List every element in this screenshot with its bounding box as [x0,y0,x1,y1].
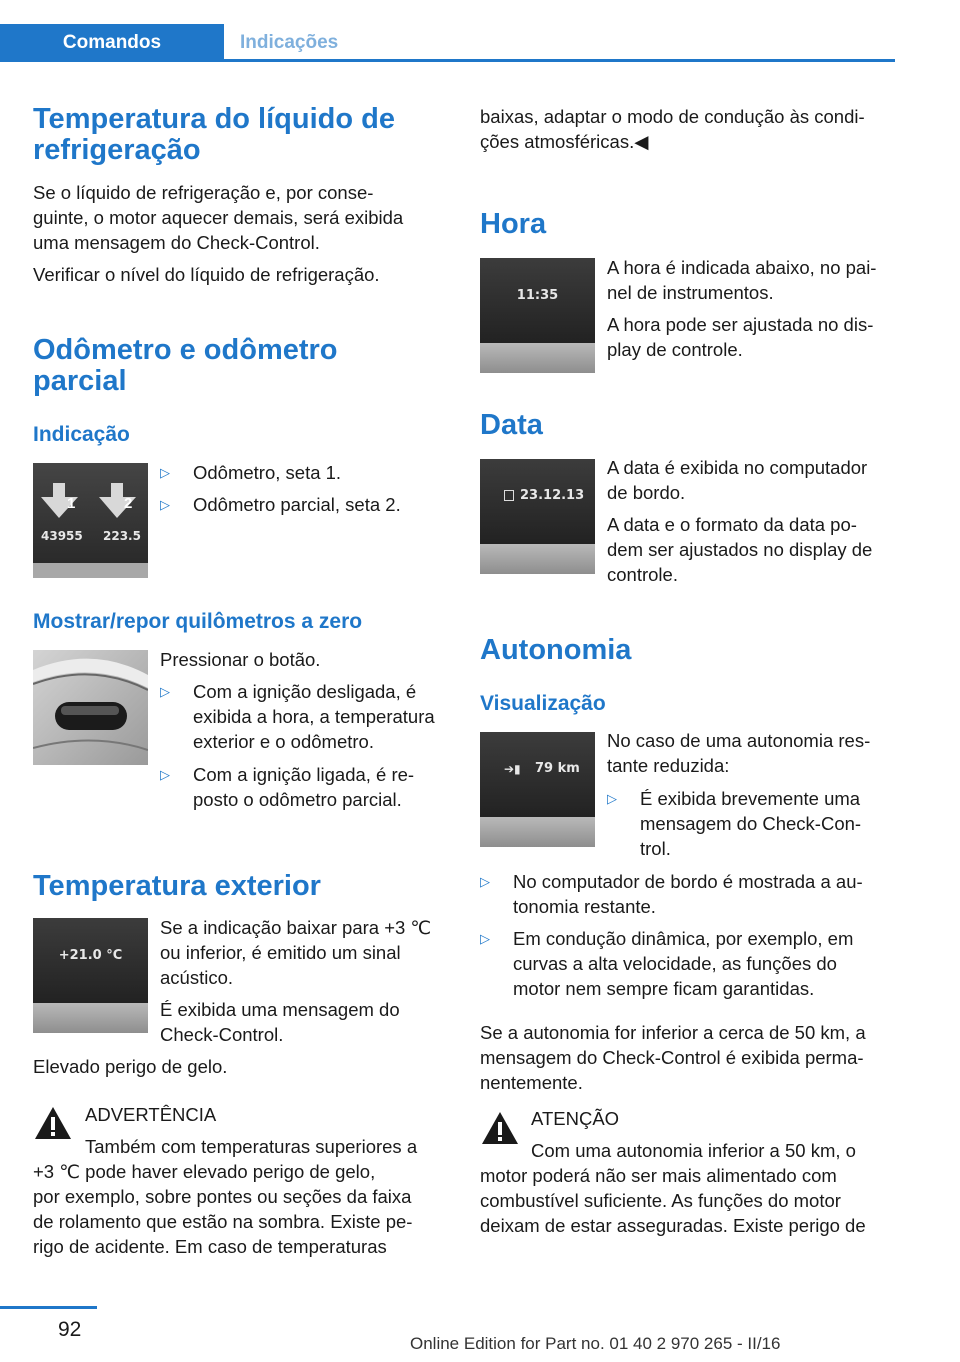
text-line: tonomia restante. [513,896,656,917]
attention-text [480,1163,866,1238]
text-line: acústico. [160,967,234,988]
text-line: controle. [607,564,678,585]
text-line: motor poderá não ser mais alimentado com [480,1165,837,1186]
bullet-triangle-icon: ▷ [160,497,170,512]
text-line: exterior e o odômetro. [193,731,374,752]
outside-temp-checkcontrol-text [160,997,400,1047]
range-limit-text [480,1020,866,1095]
text-line: deixam de estar asseguradas. Existe perigo de [480,1215,866,1236]
time-text [607,255,876,305]
text-line: de rolamento que estão na sombra. Existe pe- [33,1211,413,1232]
text-line: guinte, o motor aquecer demais, será exibida [33,207,404,228]
tab-comandos[interactable]: Comandos [0,24,224,62]
text-line: tante reduzida: [607,755,730,776]
text-line: posto o odômetro parcial. [193,789,402,810]
bullet-triangle-icon: ▷ [160,465,170,480]
coolant-title-line1: Temperatura do líquido de [33,103,395,135]
text-line: dem ser ajustados no display de [607,539,873,560]
text-line: Check-Control. [160,1024,284,1045]
warning-triangle-icon [33,1105,73,1141]
outside-temp-text [160,915,431,990]
warning-text [33,1159,412,1259]
text-line: por exemplo, sobre pontes ou seções da faixa [33,1186,412,1207]
text-line: combustível suficiente. As funções do motor [480,1190,841,1211]
text-line: nentemente. [480,1072,583,1093]
text-line: nel de instrumentos. [607,282,774,303]
text-line: Com a ignição desligada, é [193,681,417,702]
arrow-2-label: 2 [124,495,133,512]
reset-subtitle: Mostrar/repor quilômetros a zero [33,610,363,633]
coolant-text [33,180,403,255]
text-line: de bordo. [607,482,686,503]
coolant-title-line2: refrigeração [33,134,201,166]
text-line: trol. [640,838,671,859]
date-readout: 23.12.13 [520,488,585,503]
text-line: baixas, adaptar o modo de condução às condi- [480,106,865,127]
fuel-pump-icon: ➔▮ [504,762,521,776]
warning-triangle-icon [480,1110,520,1146]
text-line: Se o líquido de refrigeração e, por conse- [33,182,374,203]
odometer-title-line1: Odômetro e odômetro [33,334,338,366]
tab-indicacoes[interactable]: Indicações [240,32,339,53]
text-line: No caso de uma autonomia res- [607,730,871,751]
text-line: motor nem sempre ficam garantidas. [513,978,815,999]
date-adjust-text [607,512,872,587]
text-line: É exibida uma mensagem do [160,999,400,1020]
warning-text-line: Também com temperaturas superiores a [85,1136,418,1157]
text-line: mensagem do Check-Control é exibida perma- [480,1047,864,1068]
range-readout: 79 km [535,761,580,776]
text-line: No computador de bordo é mostrada a au- [513,871,863,892]
text-line: +3 ℃ pode haver elevado perigo de gelo, [33,1161,376,1182]
range-text [607,728,870,778]
continued-text [480,104,865,154]
outside-temp-display-image [33,918,148,1033]
text-line: Se a indicação baixar para +3 ℃ [160,917,432,938]
text-line: ou inferior, é emitido um sinal [160,942,401,963]
text-line: rigo de acidente. Em caso de temperaturas [33,1236,387,1257]
text-line: play de controle. [607,339,743,360]
outside-temp-readout: +21.0 °C [58,948,123,963]
range-title: Autonomia [480,634,632,666]
odometer-display-image [33,463,148,578]
text-line: exibida a hora, a temperatura [193,706,435,727]
warning-title: ADVERTÊNCIA [85,1104,217,1125]
ice-danger-text: Elevado perigo de gelo. [33,1056,228,1077]
text-line: A data e o formato da data po- [607,514,857,535]
time-title: Hora [480,208,547,240]
edition-text: Online Edition for Part no. 01 40 2 970 265 - II/16 [410,1334,781,1353]
text-line: mensagem do Check-Con- [640,813,862,834]
odometer-title-line2: parcial [33,365,127,397]
text-line: É exibida brevemente uma [640,788,861,809]
text-line: Com a ignição ligada, é re- [193,764,415,785]
reset-button-graphic [33,650,148,765]
bullet-triangle-icon: ▷ [480,931,490,946]
text-line: A hora pode ser ajustada no dis- [607,314,874,335]
bullet-triangle-icon: ▷ [160,767,170,782]
footer-rule [0,1306,97,1309]
text-line: ções atmosféricas.◀ [480,131,649,152]
date-text [607,455,867,505]
range-display-image [480,732,595,847]
header-bar [0,24,895,62]
odometer-value: 43955 [41,529,83,543]
date-display-image [480,459,595,574]
bullet-triangle-icon: ▷ [480,874,490,889]
attention-text-line: Com uma autonomia inferior a 50 km, o [531,1140,856,1161]
text-line: A hora é indicada abaixo, no pai- [607,257,877,278]
bullet-triangle-icon: ▷ [160,684,170,699]
time-readout: 11:35 [516,288,559,303]
range-subtitle: Visualização [480,692,606,715]
text-line: uma mensagem do Check-Control. [33,232,320,253]
outside-temp-title: Temperatura exterior [33,870,321,902]
text-line: Em condução dinâmica, por exemplo, em [513,928,854,949]
time-display-image [480,258,595,373]
odometer-subtitle: Indicação [33,423,130,446]
calendar-icon [504,490,514,501]
date-title: Data [480,409,543,441]
time-adjust-text [607,312,873,362]
attention-title: ATENÇÃO [531,1108,620,1129]
page-number: 92 [58,1318,82,1341]
reset-button-image [33,650,148,765]
odometer-arrows-graphic [33,463,148,578]
arrow-1-label: 1 [67,495,76,512]
trip-value: 223.5 [103,529,141,543]
coolant-check-text: Verificar o nível do líquido de refrigeração. [33,264,380,285]
reset-instruction: Pressionar o botão. [160,649,321,670]
text-line: curvas a alta velocidade, as funções do [513,953,837,974]
bullet-triangle-icon: ▷ [607,791,617,806]
text-line: A data é exibida no computador [607,457,868,478]
text-line: Se a autonomia for inferior a cerca de 50 km, a [480,1022,866,1043]
